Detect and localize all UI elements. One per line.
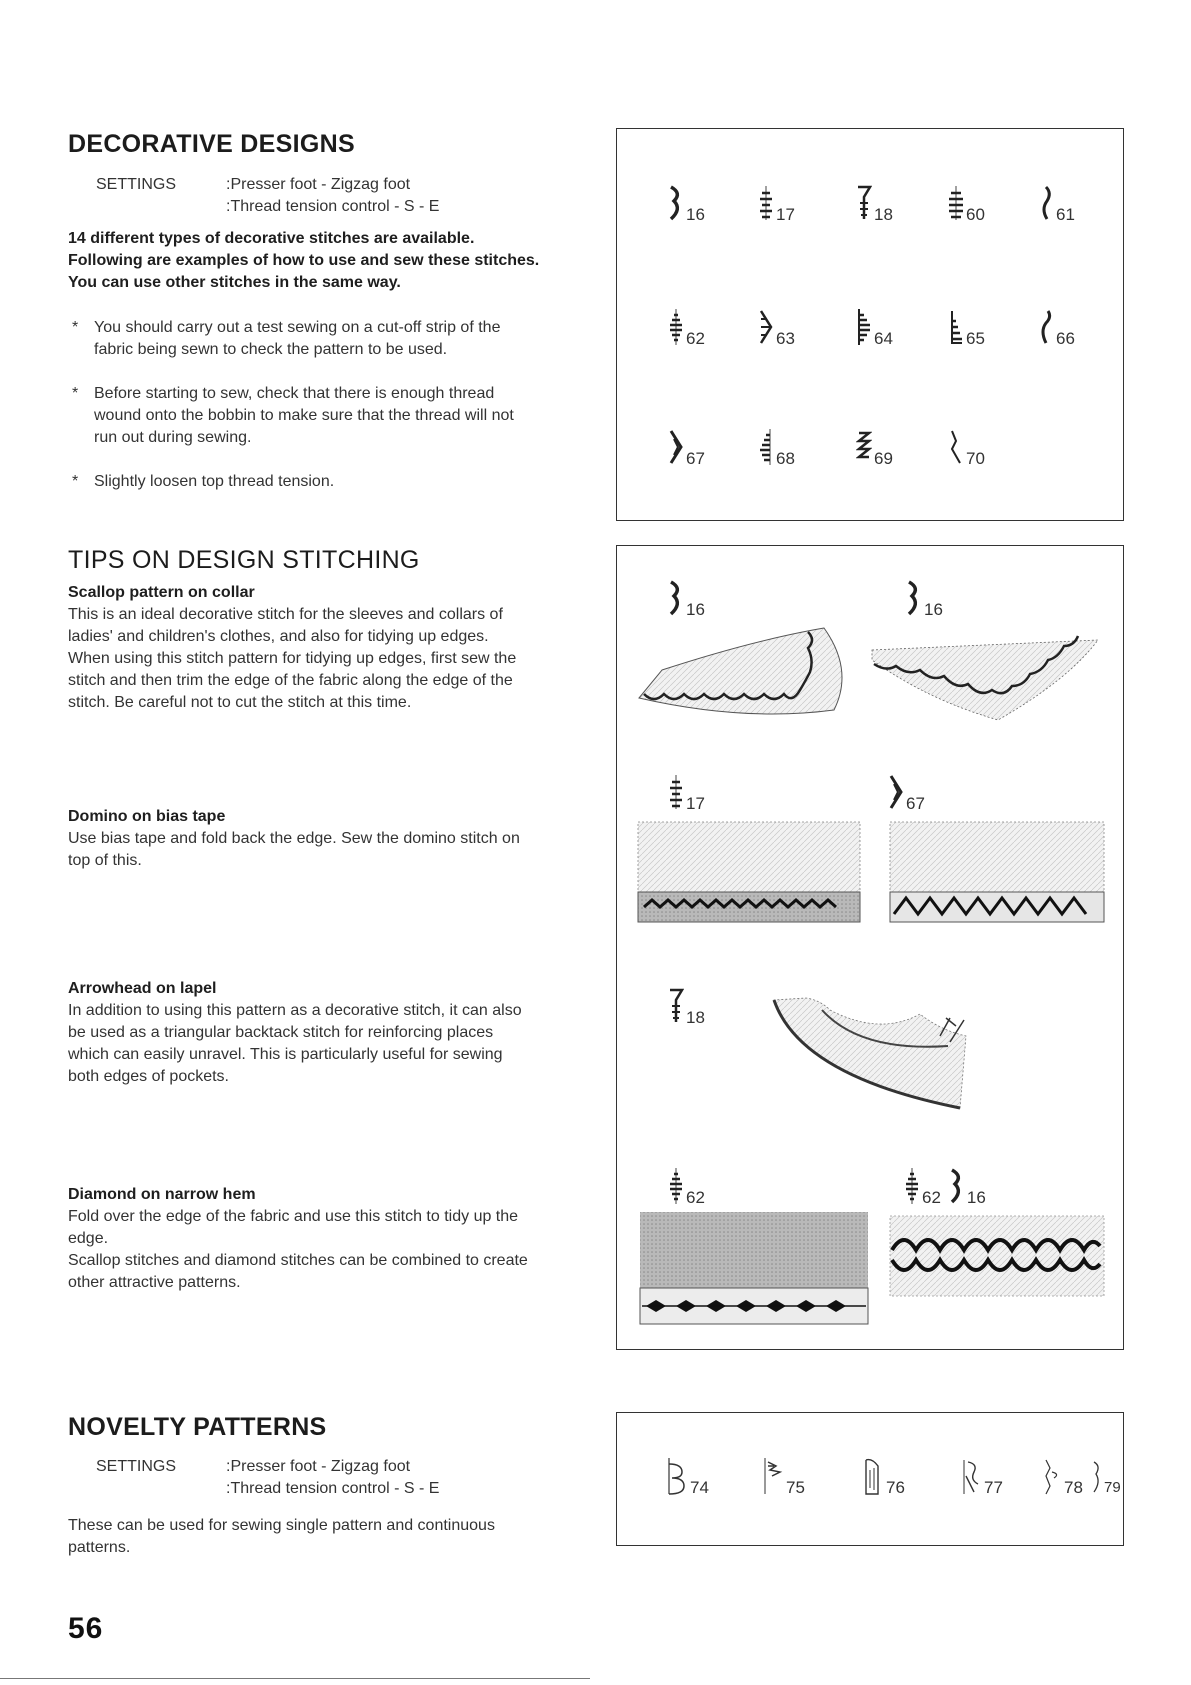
domino-bias-tape-illustration — [636, 818, 866, 930]
intro-line: 14 different types of decorative stitches are available. — [68, 230, 475, 247]
stitch-68 — [758, 427, 795, 467]
decorative-settings — [96, 174, 439, 218]
illus-label-scallop-1 — [668, 578, 705, 618]
stitch-69-icon — [856, 427, 872, 467]
page-number: 56 — [68, 1612, 104, 1645]
stitch-18 — [856, 183, 893, 223]
stitch-78 — [1040, 1456, 1083, 1496]
tip-arrowhead — [68, 978, 588, 1088]
stitch-61 — [1038, 183, 1075, 223]
stitch-76-icon — [862, 1456, 884, 1496]
stitch-number: 67 — [906, 794, 925, 813]
tips-title: TIPS ON DESIGN STITCHING — [68, 546, 420, 574]
tip-line: stitch and then trim the edge of the fabric along the edge of the — [68, 672, 513, 689]
tip-line: Scallop stitches and diamond stitches can be combined to create — [68, 1252, 528, 1269]
stitch-16-icon — [668, 183, 684, 223]
tip-line: other attractive patterns. — [68, 1274, 241, 1291]
tip-heading: Arrowhead on lapel — [68, 980, 217, 997]
stitch-64 — [856, 307, 893, 347]
tip-heading: Scallop pattern on collar — [68, 584, 255, 601]
stitch-17-icon — [758, 183, 774, 223]
intro-line: Following are examples of how to use and sew these stitches. — [68, 252, 540, 269]
stitch-79 — [1092, 1456, 1121, 1496]
stitch-number: 17 — [686, 794, 705, 813]
stitch-number: 74 — [690, 1478, 709, 1497]
stitch-number: 67 — [686, 449, 705, 468]
stitch-number: 61 — [1056, 205, 1075, 224]
stitch-number: 17 — [776, 205, 795, 224]
stitch-number: 16 — [686, 600, 705, 619]
stitch-62-icon — [668, 1166, 684, 1206]
stitch-16-icon — [949, 1166, 965, 1206]
tip-line: be used as a triangular backtack stitch for reinforcing places — [68, 1024, 494, 1041]
settings-presser-foot: :Presser foot - Zigzag foot — [226, 1458, 411, 1475]
stitch-60 — [948, 183, 985, 223]
tip-domino — [68, 806, 588, 872]
bullet-line: run out during sewing. — [94, 429, 252, 446]
stitch-62-icon — [668, 307, 684, 347]
stitch-number: 63 — [776, 329, 795, 348]
stitch-70-icon — [948, 427, 964, 467]
tip-line: In addition to using this pattern as a decorative stitch, it can also — [68, 1002, 522, 1019]
bullet-line: Before starting to sew, check that there is enough thread — [94, 385, 495, 402]
stitch-77-icon — [960, 1456, 982, 1496]
stitch-63 — [758, 307, 795, 347]
tip-line: edge. — [68, 1230, 109, 1247]
arrowhead-lapel-illustration — [760, 996, 980, 1116]
tip-line: both edges of pockets. — [68, 1068, 229, 1085]
bullet-item: * Before starting to sew, check that there is enough thread wound onto the bobbin to make sure that the thread will not run out during sewing. — [68, 383, 514, 449]
settings-thread-tension: :Thread tension control - S - E — [226, 198, 440, 215]
stitch-65 — [948, 307, 985, 347]
stitch-77 — [960, 1456, 1003, 1496]
bullet-line: wound onto the bobbin to make sure that the thread will not — [94, 407, 514, 424]
settings-label: SETTINGS — [96, 176, 177, 193]
stitch-number: 77 — [984, 1478, 1003, 1497]
novelty-line: These can be used for sewing single pattern and continuous — [68, 1517, 495, 1534]
tip-line: Fold over the edge of the fabric and use this stitch to tidy up the — [68, 1208, 519, 1225]
stitch-number: 69 — [874, 449, 893, 468]
stitch-number: 66 — [1056, 329, 1075, 348]
stitch-number: 16 — [686, 205, 705, 224]
stitch-69 — [856, 427, 893, 467]
stitch-66 — [1038, 307, 1075, 347]
stitch-68-icon — [758, 427, 774, 467]
stitch-number: 18 — [686, 1008, 705, 1027]
bullet-item: * You should carry out a test sewing on a cut-off strip of the fabric being sewn to check the pattern to be used. — [68, 317, 500, 361]
bullet-line: fabric being sewn to check the pattern to be used. — [94, 341, 448, 358]
stitch-62-icon — [904, 1166, 920, 1206]
stitch-64-icon — [856, 307, 872, 347]
stitch-number: 75 — [786, 1478, 805, 1497]
settings-thread-tension: :Thread tension control - S - E — [226, 1480, 440, 1497]
stitch-78-icon — [1040, 1456, 1062, 1496]
stitch-16 — [668, 183, 705, 223]
stitch-62 — [668, 307, 705, 347]
settings-label: SETTINGS — [96, 1458, 177, 1475]
stitch-number: 65 — [966, 329, 985, 348]
intro-line: You can use other stitches in the same way. — [68, 274, 401, 291]
stitch-79-icon — [1092, 1456, 1102, 1496]
novelty-title: NOVELTY PATTERNS — [68, 1413, 327, 1441]
novelty-body — [68, 1515, 588, 1559]
stitch-67-icon — [888, 772, 904, 812]
illus-label-scallop-2 — [906, 578, 943, 618]
illus-label-diamond-2 — [904, 1166, 986, 1206]
stitch-67-icon — [668, 427, 684, 467]
tip-heading: Diamond on narrow hem — [68, 1186, 256, 1203]
tip-line: which can easily unravel. This is particularly useful for sewing — [68, 1046, 503, 1063]
stitch-number: 68 — [776, 449, 795, 468]
stitch-60-icon — [948, 183, 964, 223]
stitch-16-icon — [906, 578, 922, 618]
novelty-line: patterns. — [68, 1539, 131, 1556]
diamond-narrow-hem-illustration — [638, 1210, 874, 1328]
settings-presser-foot: :Presser foot - Zigzag foot — [226, 176, 411, 193]
illus-label-domino — [668, 772, 705, 812]
stitch-number: 16 — [966, 1188, 986, 1207]
stitch-number: 79 — [1104, 1479, 1121, 1496]
stitch-17-icon — [668, 772, 684, 812]
stitch-67 — [668, 427, 705, 467]
stitch-70 — [948, 427, 985, 467]
stitch-number: 60 — [966, 205, 985, 224]
stitch-number: 62 — [686, 329, 705, 348]
scallop-diamond-combined-illustration — [888, 1210, 1108, 1300]
stitch-number: 64 — [874, 329, 893, 348]
stitch-number: 62 — [686, 1188, 705, 1207]
tip-line: This is an ideal decorative stitch for the sleeves and collars of — [68, 606, 503, 623]
tip-scallop — [68, 582, 588, 714]
stitch-17 — [758, 183, 795, 223]
stitch-63-icon — [758, 307, 774, 347]
stitch-66-icon — [1038, 307, 1054, 347]
bottom-rule — [0, 1678, 590, 1679]
stitch-75 — [762, 1456, 805, 1496]
bullet-line: You should carry out a test sewing on a cut-off strip of the — [94, 319, 501, 336]
illus-label-diamond — [668, 1166, 705, 1206]
stitch-number: 62 — [922, 1188, 941, 1207]
stitch-number: 78 — [1064, 1478, 1083, 1497]
stitch-number: 16 — [924, 600, 943, 619]
stitch-74 — [666, 1456, 709, 1496]
bullet-item: * Slightly loosen top thread tension. — [68, 471, 334, 493]
stitch-number: 70 — [966, 449, 985, 468]
zigzag-bias-tape-illustration — [888, 818, 1110, 930]
stitch-65-icon — [948, 307, 964, 347]
stitch-number: 18 — [874, 205, 893, 224]
tip-line: ladies' and children's clothes, and also for tidying up edges. — [68, 628, 489, 645]
stitch-76 — [862, 1456, 905, 1496]
stitch-18-icon — [668, 986, 684, 1026]
illus-label-arrowhead — [668, 986, 705, 1026]
stitch-16-icon — [668, 578, 684, 618]
tip-diamond — [68, 1184, 588, 1294]
scallop-collar-illustration — [634, 620, 854, 730]
stitch-75-icon — [762, 1456, 784, 1496]
tip-line: When using this stitch pattern for tidying up edges, first sew the — [68, 650, 517, 667]
decorative-title: DECORATIVE DESIGNS — [68, 130, 355, 158]
novelty-settings — [96, 1456, 439, 1500]
illus-label-domino-2 — [888, 772, 925, 812]
stitch-74-icon — [666, 1456, 688, 1496]
tip-line: Use bias tape and fold back the edge. Sew the domino stitch on — [68, 830, 520, 847]
tip-heading: Domino on bias tape — [68, 808, 226, 825]
stitch-18-icon — [856, 183, 872, 223]
bullet-line: Slightly loosen top thread tension. — [94, 473, 335, 490]
stitch-61-icon — [1038, 183, 1054, 223]
tip-line: top of this. — [68, 852, 142, 869]
decorative-intro — [68, 228, 539, 294]
scallop-edge-illustration — [868, 620, 1108, 740]
stitch-number: 76 — [886, 1478, 905, 1497]
tip-line: stitch. Be careful not to cut the stitch at this time. — [68, 694, 412, 711]
